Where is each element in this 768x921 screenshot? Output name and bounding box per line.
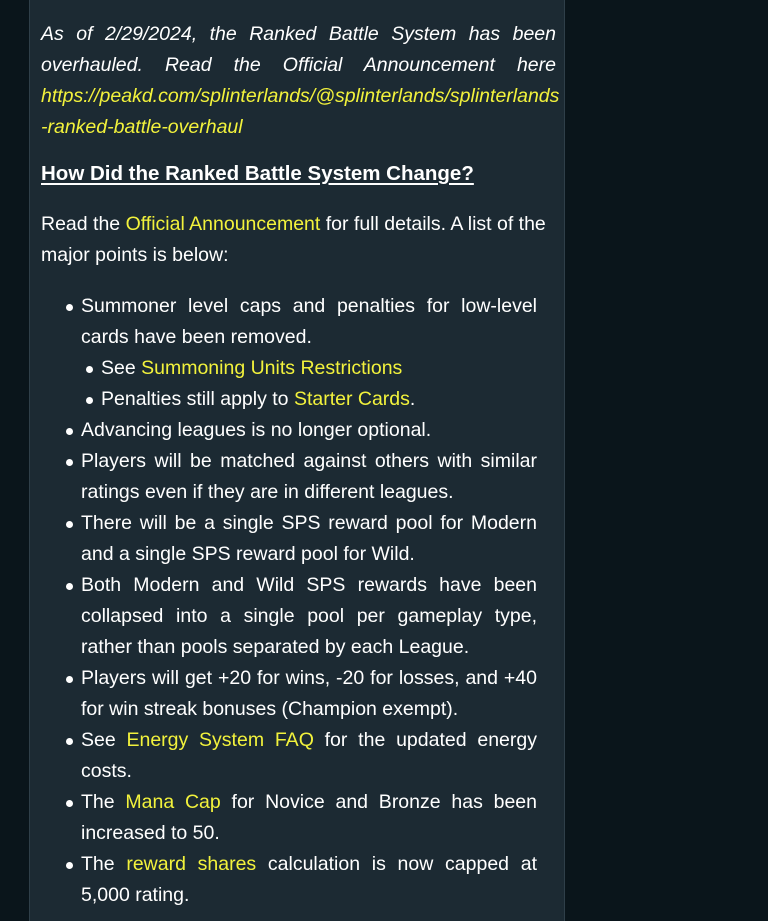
- announcement-url-link[interactable]: [41, 81, 560, 143]
- section-heading: How Did the Ranked Battle System Change?: [41, 162, 474, 185]
- details-paragraph: [41, 209, 556, 271]
- sub-list: [81, 353, 537, 415]
- list-item: [81, 291, 537, 415]
- list-item: Both Modern and Wild SPS rewards have been collapsed into a single pool per gameplay type, rather than pools separated by each League.: [81, 570, 537, 663]
- sub-list-item: [101, 384, 537, 415]
- summoning-units-restrictions-link[interactable]: Summoning Units Restrictions: [141, 357, 403, 379]
- list-item: There will be a single SPS reward pool for Modern and a single SPS reward pool for Wild.: [81, 508, 537, 570]
- article-body: [41, 19, 560, 911]
- list-item-text-after: for the updated energy costs.: [81, 729, 537, 782]
- intro-line-2: overhauled. Read the Official Announcement here: [41, 54, 556, 76]
- list-item: [81, 849, 537, 911]
- list-item: Players will get +20 for wins, -20 for losses, and +40 for win streak bonuses (Champion exempt).: [81, 663, 537, 725]
- intro-paragraph: [41, 19, 560, 143]
- details-text-after: for full details. A list of the major points is below:: [41, 213, 546, 266]
- list-item-text-before: See: [81, 729, 127, 751]
- announcement-url-part-1: https://peakd.com/splinterlands/@splinterlands/splinterlands: [41, 85, 560, 107]
- list-item: Players will be matched against others with similar ratings even if they are in different leagues.: [81, 446, 537, 508]
- sub-list-item: [101, 353, 537, 384]
- mana-cap-link[interactable]: Mana Cap: [125, 791, 221, 813]
- sub-item-text-before: Penalties still apply to: [101, 388, 294, 410]
- changes-list: [41, 291, 537, 911]
- reward-shares-link[interactable]: reward shares: [126, 853, 257, 875]
- list-item-text-after: for Novice and Bronze has been increased to 50.: [81, 791, 537, 844]
- details-text-before: Read the: [41, 213, 126, 235]
- list-item: [81, 725, 537, 787]
- list-item-text: Summoner level caps and penalties for low-level cards have been removed.: [81, 295, 537, 348]
- list-item-text-before: The: [81, 853, 127, 875]
- intro-line-1: As of 2/29/2024, the Ranked Battle System has been: [41, 23, 556, 45]
- official-announcement-link[interactable]: Official Announcement: [125, 213, 321, 235]
- starter-cards-link[interactable]: Starter Cards: [293, 388, 410, 410]
- announcement-url-part-2: -ranked-battle-overhaul: [41, 116, 243, 138]
- list-item-text-after: calculation is now capped at 5,000 rating.: [81, 853, 537, 906]
- list-item: Advancing leagues is no longer optional.: [81, 415, 537, 446]
- sub-item-text-after: .: [409, 388, 416, 410]
- list-item: [81, 787, 537, 849]
- sub-item-text-before: See: [101, 357, 142, 379]
- article-content-panel: [29, 0, 565, 921]
- list-item-text-before: The: [81, 791, 126, 813]
- energy-system-faq-link[interactable]: Energy System FAQ: [126, 729, 314, 751]
